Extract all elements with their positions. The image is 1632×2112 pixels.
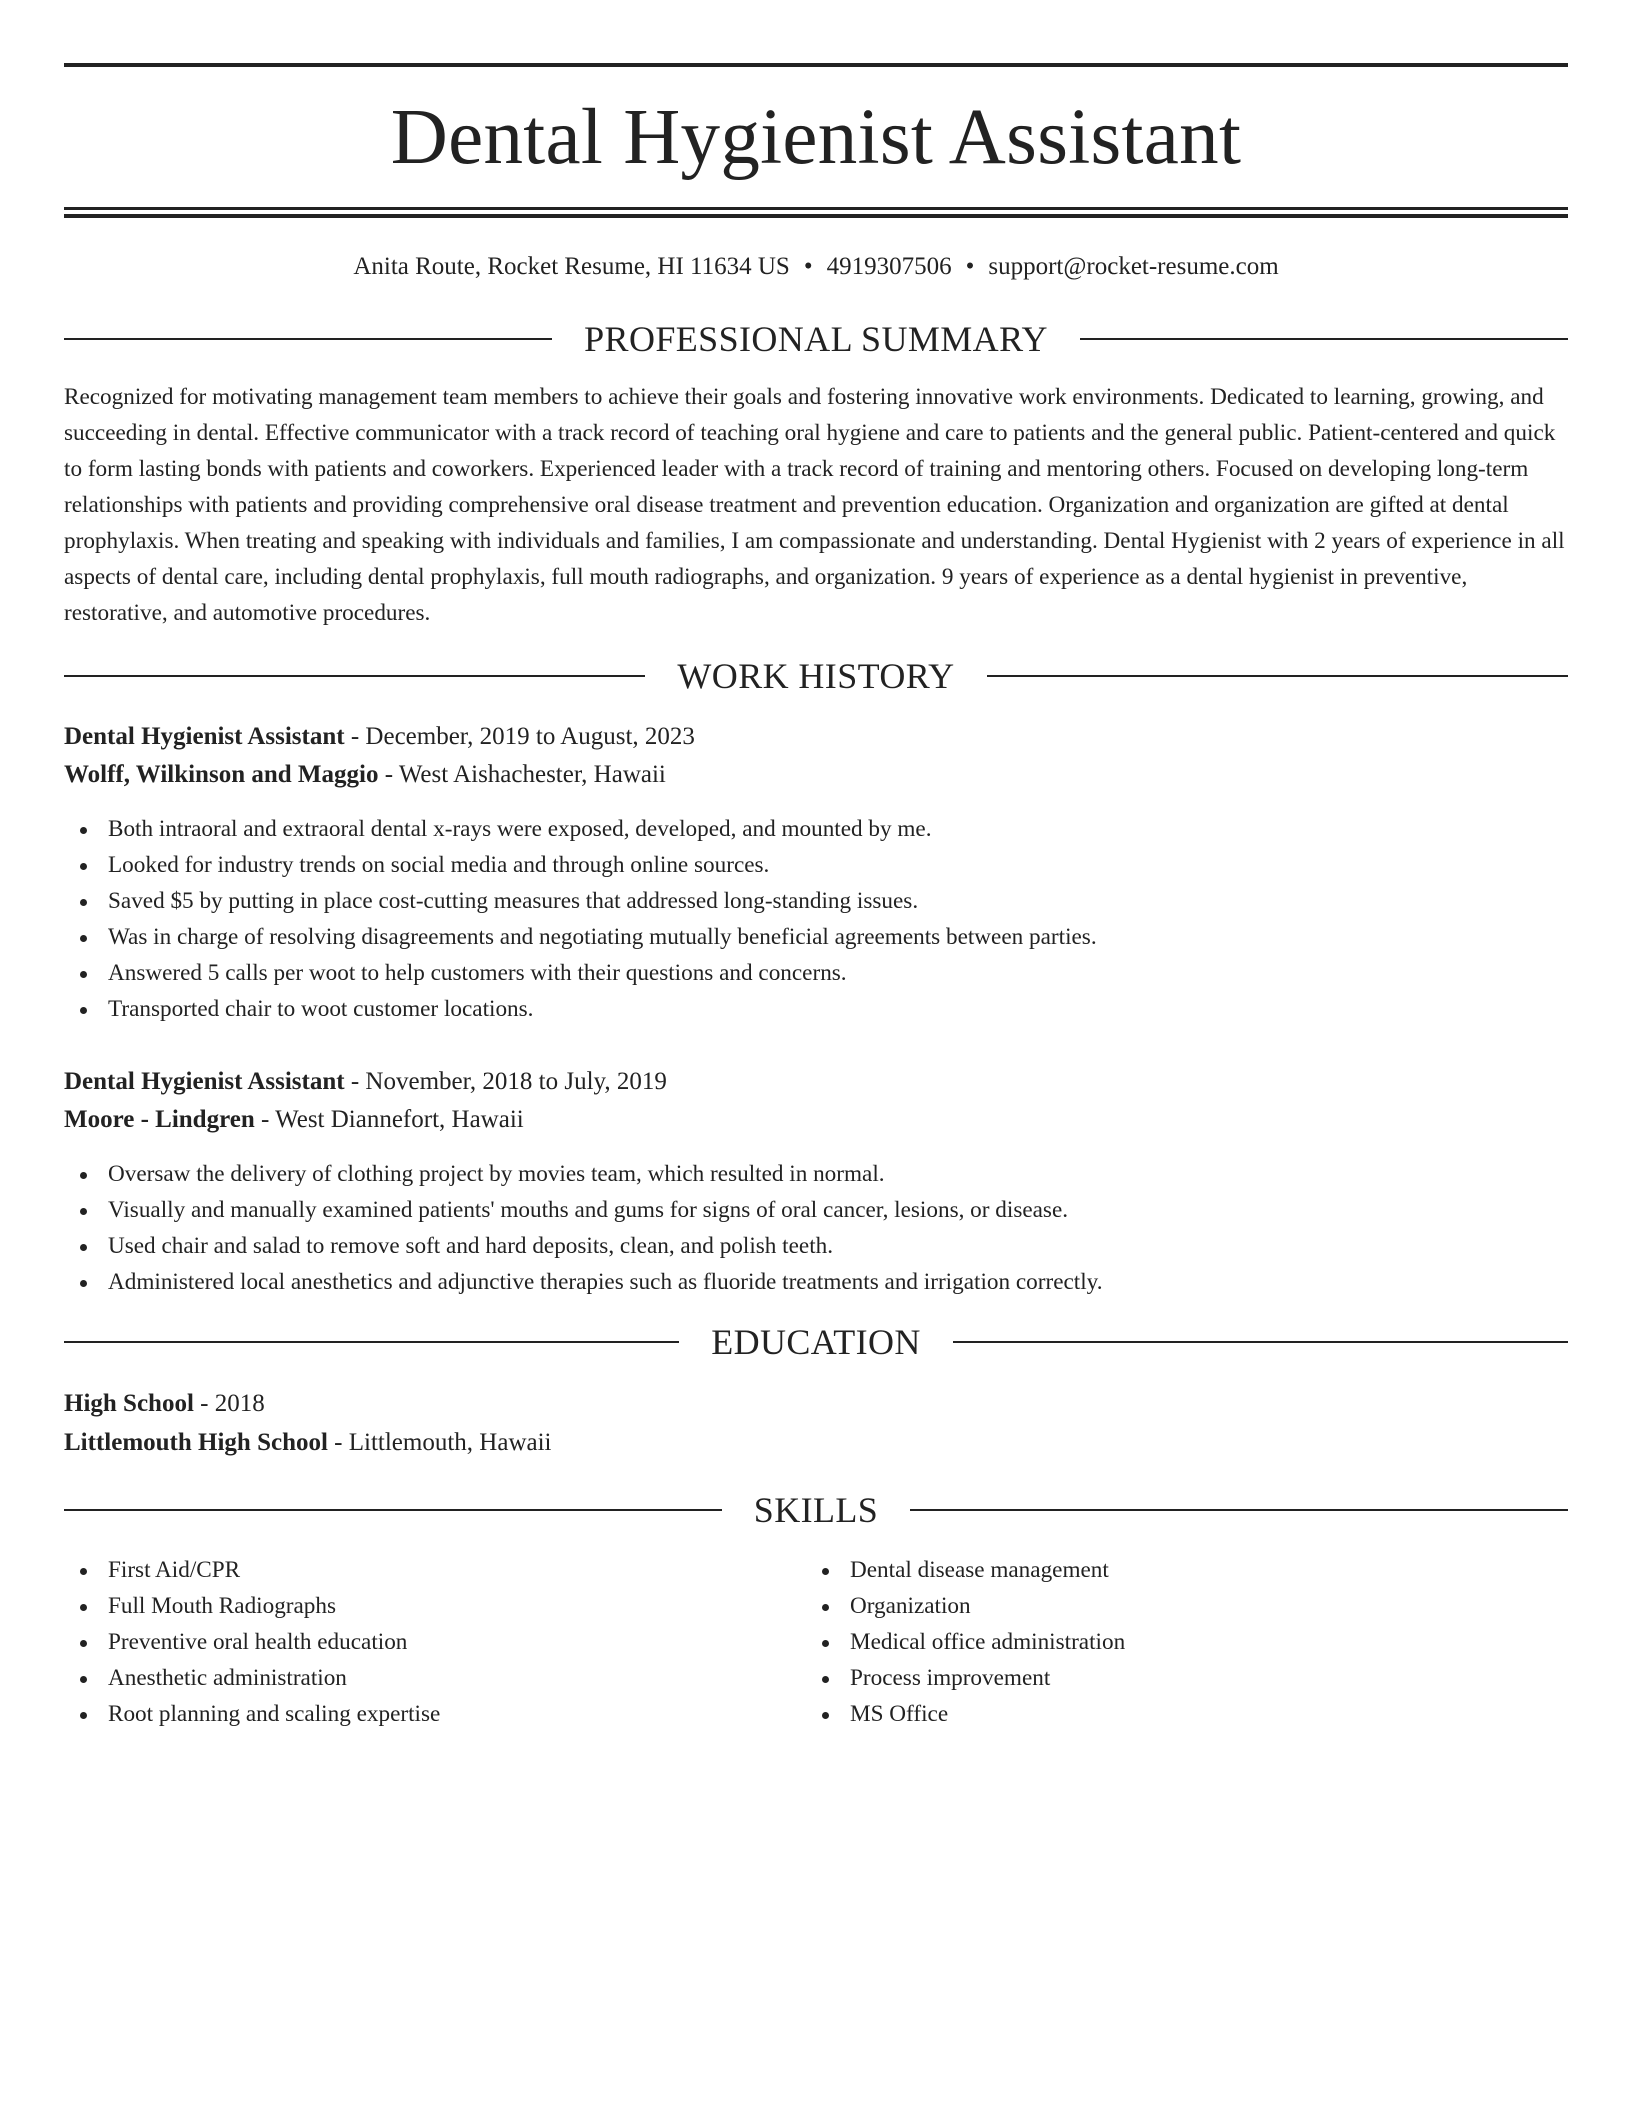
skill-item: First Aid/CPR [64, 1552, 806, 1588]
section-title-work-history: WORK HISTORY [677, 656, 955, 696]
top-rule [64, 63, 1568, 67]
education-school-line [64, 1423, 1568, 1462]
education-degree-line [64, 1384, 1568, 1423]
section-rule-left [64, 338, 552, 340]
skill-item: Process improvement [806, 1660, 1548, 1696]
job-bullet-list [64, 811, 1568, 1027]
job-title: Dental Hygienist Assistant [64, 1068, 345, 1095]
section-header-work-history [64, 656, 1568, 696]
skill-item: Dental disease management [806, 1552, 1548, 1588]
skills-list [806, 1552, 1548, 1732]
section-title-skills: SKILLS [753, 1490, 879, 1530]
contact-separator: • [803, 253, 813, 280]
education-degree: High School [64, 1390, 194, 1417]
job-bullet: Saved $5 by putting in place cost-cutting measures that addressed long-standing issues. [64, 883, 1568, 919]
section-header-education [64, 1322, 1568, 1362]
skill-item: Organization [806, 1588, 1548, 1624]
skill-item: Full Mouth Radiographs [64, 1588, 806, 1624]
job-bullet: Administered local anesthetics and adjunctive therapies such as fluoride treatments and irrigation correctly. [64, 1264, 1568, 1300]
section-rule-right [910, 1509, 1568, 1511]
skill-item: Anesthetic administration [64, 1660, 806, 1696]
skills-columns [64, 1552, 1568, 1732]
job-entry [64, 1063, 1568, 1300]
section-rule-left [64, 1341, 679, 1343]
education-entry [64, 1384, 1568, 1462]
section-rule-left [64, 1509, 722, 1511]
job-bullet: Oversaw the delivery of clothing project by movies team, which resulted in normal. [64, 1156, 1568, 1192]
job-bullet: Looked for industry trends on social media and through online sources. [64, 847, 1568, 883]
skills-column-left [64, 1552, 806, 1732]
contact-line [64, 252, 1568, 282]
job-company: Wolff, Wilkinson and Maggio [64, 761, 379, 788]
job-bullet: Was in charge of resolving disagreements and negotiating mutually beneficial agreements between parties. [64, 919, 1568, 955]
skill-item: Preventive oral health education [64, 1624, 806, 1660]
section-rule-right [987, 675, 1568, 677]
section-header-skills [64, 1490, 1568, 1530]
section-rule-left [64, 675, 645, 677]
skill-item: Root planning and scaling expertise [64, 1696, 806, 1732]
job-bullet: Answered 5 calls per woot to help customers with their questions and concerns. [64, 955, 1568, 991]
job-bullet: Used chair and salad to remove soft and hard deposits, clean, and polish teeth. [64, 1228, 1568, 1264]
job-company-line [64, 1101, 1568, 1139]
job-title: Dental Hygienist Assistant [64, 723, 345, 750]
job-company-line [64, 756, 1568, 794]
education-location: - Littlemouth, Hawaii [327, 1429, 552, 1456]
job-title-line [64, 718, 1568, 756]
skill-item: MS Office [806, 1696, 1548, 1732]
job-dates: - November, 2018 to July, 2019 [344, 1068, 667, 1095]
job-entry [64, 718, 1568, 1027]
education-school: Littlemouth High School [64, 1429, 328, 1456]
job-bullet: Transported chair to woot customer locations. [64, 991, 1568, 1027]
section-rule-right [953, 1341, 1568, 1343]
section-rule-right [1080, 338, 1568, 340]
skill-item: Medical office administration [806, 1624, 1548, 1660]
job-title-line [64, 1063, 1568, 1101]
contact-email: support@rocket-resume.com [988, 253, 1279, 280]
job-bullet: Both intraoral and extraoral dental x-rays were exposed, developed, and mounted by me. [64, 811, 1568, 847]
education-year: - 2018 [193, 1390, 265, 1417]
section-header-summary [64, 319, 1568, 359]
contact-separator: • [965, 253, 975, 280]
job-location: - West Aishachester, Hawaii [378, 761, 666, 788]
summary-text: Recognized for motivating management team members to achieve their goals and fostering innovative work environments. Dedicated to learning, growing, and succeeding in dental. Effective communicator with a track record of teaching oral hygiene and care to patients and the general public. Patient-centered and quick to form lasting bonds with patients and coworkers. Experienced leader with a track record of training and mentoring others. Focused on developing long-term relationships with patients and providing comprehensive oral disease treatment and prevention education. Organization and organization are gifted at dental prophylaxis. When treating and speaking with individuals and families, I am compassionate and understanding. Dental Hygienist with 2 years of experience in all aspects of dental care, including dental prophylaxis, full mouth radiographs, and organization. 9 years of experience as a dental hygienist in preventive, restorative, and automotive procedures. [64, 384, 1565, 626]
section-title-education: EDUCATION [711, 1322, 921, 1362]
job-location: - West Diannefort, Hawaii [254, 1106, 524, 1133]
double-rule [64, 207, 1568, 218]
contact-address: Anita Route, Rocket Resume, HI 11634 US [353, 253, 790, 280]
resume-title: Dental Hygienist Assistant [390, 94, 1242, 181]
skills-column-right [806, 1552, 1548, 1732]
job-bullet: Visually and manually examined patients' mouths and gums for signs of oral cancer, lesions, or disease. [64, 1192, 1568, 1228]
contact-phone: 4919307506 [826, 253, 952, 280]
job-bullet-list [64, 1156, 1568, 1300]
job-company: Moore - Lindgren [64, 1106, 255, 1133]
skills-list [64, 1552, 806, 1732]
job-dates: - December, 2019 to August, 2023 [344, 723, 695, 750]
section-title-summary: PROFESSIONAL SUMMARY [584, 319, 1048, 359]
